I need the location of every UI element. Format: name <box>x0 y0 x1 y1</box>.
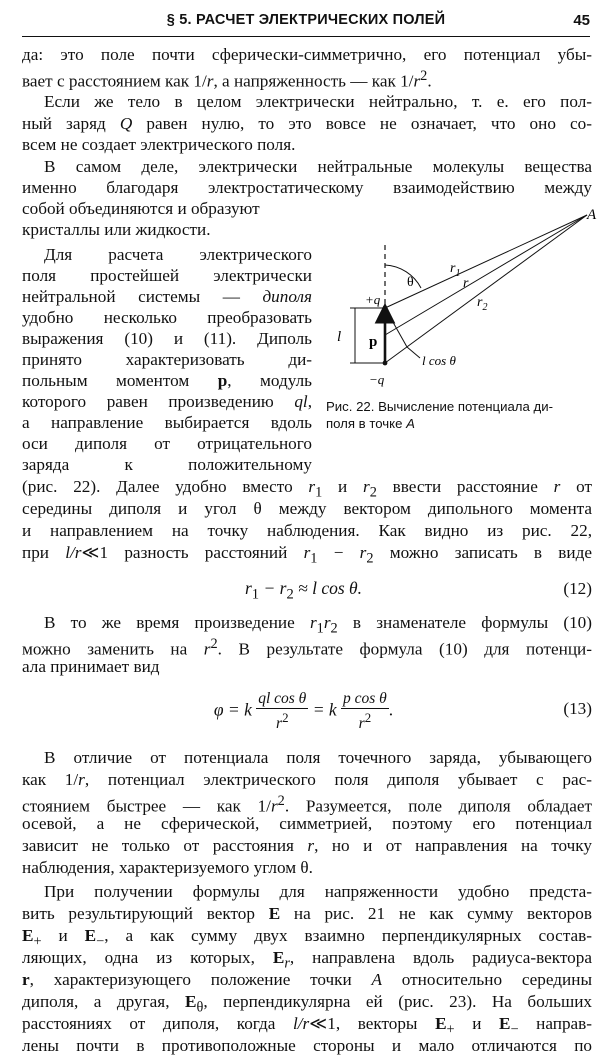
ray-r2 <box>385 215 587 363</box>
text-line: Если же тело в целом электрически нейтрально, т. е. его пол- <box>44 92 592 111</box>
perpendicular <box>385 308 407 347</box>
label-r1: $r_1$ <box>450 261 461 279</box>
fraction: $\frac{\text{ql cos θ}}{r^2}$ <box>258 690 307 733</box>
running-title: § 5. РАСЧЕТ ЭЛЕКТРИЧЕСКИХ ПОЛЕЙ <box>166 12 446 28</box>
ray-r1 <box>385 215 587 308</box>
text-line: середины диполя и угол θ между вектором дипольного момента <box>22 499 592 518</box>
label-r2: $r_2$ <box>477 295 488 313</box>
text-line: польным моментом p, модуль <box>22 371 312 390</box>
text-line: диполя, а другая, $E_\theta$, перпендикулярна ей (рис. 23). На больших <box>22 992 592 1016</box>
page-header <box>22 8 590 37</box>
text-line: $E_+$ и $E_-$, а как сумму двух взаимно перпендикулярных состав- <box>22 926 593 950</box>
label-A: A <box>587 207 597 223</box>
label-l: l <box>337 329 342 345</box>
text-line: (рис. 22). Далее удобно вместо $r_1$ и $r_2$ ввести расстояние r от <box>22 477 592 501</box>
text-line: принято характеризовать ди- <box>22 350 312 369</box>
text-line: В самом деле, электрически нейтральные молекулы вещества <box>44 157 592 176</box>
ray-r <box>385 215 587 335</box>
text-line: собой объединяются и образуют <box>22 199 260 218</box>
text-line: осевой, а не сферической, симметрией, поэтому его потенциал <box>22 814 592 833</box>
equation-number: (12) <box>563 579 592 598</box>
text-line: при l/r≪1 разность расстояний $r_1 - r_2$ можно записать в виде <box>22 543 592 567</box>
text-line: вить результирующий вектор E на рис. 21 не как сумму векторов <box>22 904 592 923</box>
equation-12: $r_1 - r_2 \approx l$ cos θ. <box>244 578 363 603</box>
equation-number: (13) <box>563 699 592 718</box>
text-line: удобно несколько преобразовать <box>22 308 312 327</box>
label-p: p <box>369 334 378 350</box>
equation-13: φ = k $\frac{\text{ql cos θ}}{r^2}$ = k $\frac{\text{p cos θ}}{r^2}$ . <box>213 690 394 733</box>
text-line: вает с расстоянием как 1/r, а напряженность — как $1/r^2$. <box>22 68 432 91</box>
text-line: оси диполя от отрицательного <box>22 434 312 453</box>
theta-arc <box>385 265 421 288</box>
fraction: $\frac{\text{p cos θ}}{r^2}$ <box>343 690 387 733</box>
text-line: а направление выбирается вдоль <box>22 413 312 432</box>
label-theta: θ <box>407 275 414 290</box>
text-line: ала принимает вид <box>22 657 160 676</box>
text-line: заряда к положительному <box>22 455 312 474</box>
page-number: 45 <box>573 12 590 29</box>
text-line: ляющих, одна из которых, $E_r$, направлена вдоль радиуса-вектора <box>22 948 592 972</box>
text-line: которого равен произведению ql, <box>22 392 312 411</box>
text-line: и направлением на точку наблюдения. Как видно из рис. 22, <box>22 521 592 540</box>
label-r: r <box>463 276 469 291</box>
dipole-figure <box>325 205 605 405</box>
text-line: расстояниях от диполя, когда l/r≪1, векторы $E_+$ и $E_-$ направ- <box>22 1014 593 1038</box>
text-line: В отличие от потенциала поля точечного заряда, убывающего <box>44 748 592 767</box>
text-line: можно заменить на $r^2$. В результате формула (10) для потенци- <box>22 636 592 659</box>
text-line: Для расчета электрического <box>44 245 312 264</box>
figure-caption: Рис. 22. Вычисление потенциала ди- поля в точке A <box>326 399 553 431</box>
text-line: нейтральной системы — диполя <box>22 287 312 306</box>
text-line: зависит не только от расстояния r, но и от направления на точку <box>22 836 592 855</box>
text-line: да: это поле почти сферически-симметрично, его потенциал убы- <box>22 45 592 64</box>
text-line: лены почти в противоположные стороны и мало отличаются по <box>22 1036 592 1055</box>
text-line: всем не создает электрического поля. <box>22 135 296 154</box>
label-plus-q: +q <box>365 292 381 307</box>
lcos-leader <box>407 347 420 358</box>
text-line: кристаллы или жидкости. <box>22 220 211 239</box>
label-lcos: l cos θ <box>422 353 456 368</box>
text-line: поля простейшей электрически <box>22 266 312 285</box>
text-line: ный заряд Q равен нулю, то это вовсе не означает, что оно со- <box>22 114 592 133</box>
label-minus-q: −q <box>369 372 385 387</box>
text-line: как 1/r, потенциал электрического поля диполя убывает с рас- <box>22 770 592 789</box>
text-line: При получении формулы для напряженности удобно предста- <box>44 882 592 901</box>
text-line: наблюдения, характеризуемого углом θ. <box>22 858 313 877</box>
text-line: В то же время произведение $r_1r_2$ в знаменателе формулы (10) <box>44 613 592 637</box>
text-line: именно благодаря электростатическому взаимодействию между <box>22 178 592 197</box>
text-line: выражения (10) и (11). Диполь <box>22 329 312 348</box>
text-line: стоянием быстрее — как $1/r^2$. Разумеется, поле диполя обладает <box>22 793 592 816</box>
text-line: r, характеризующего положение точки A относительно середины <box>22 970 592 989</box>
